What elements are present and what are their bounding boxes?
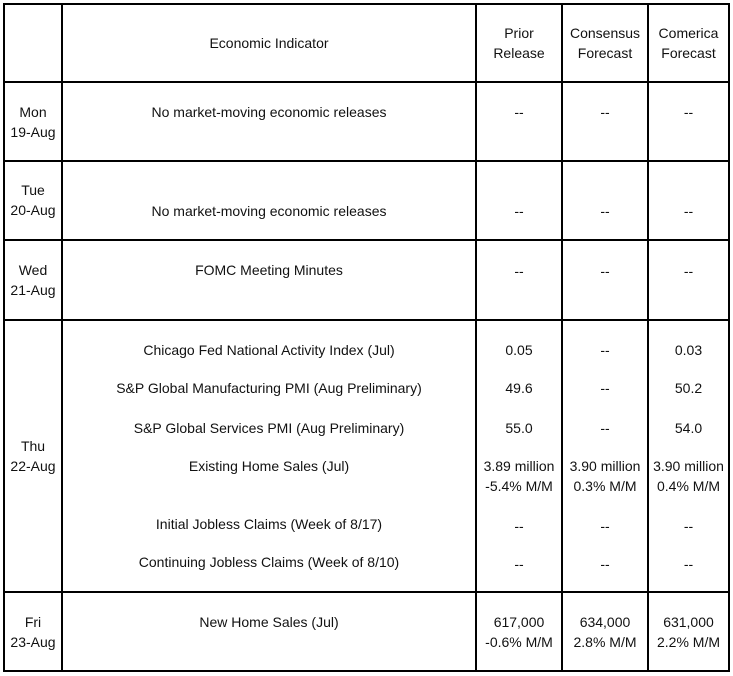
change-text: 0.3% M/M [573, 478, 637, 494]
value-text: -- [600, 203, 610, 219]
indicator-text: No market-moving economic releases [151, 104, 387, 120]
grid-line-horizontal [3, 319, 730, 321]
consensus-forecast-cell [563, 261, 647, 281]
consensus-forecast-cell [563, 554, 647, 574]
value-text: 49.6 [505, 380, 533, 396]
change-text: 2.2% M/M [656, 634, 720, 650]
value-text: -- [600, 104, 610, 120]
prior-release-cell [477, 516, 561, 536]
day-name: Mon [19, 104, 47, 120]
change-text: 2.8% M/M [573, 634, 637, 650]
indicator-cell [63, 378, 475, 398]
value-text: -- [683, 263, 694, 279]
grid-line-vertical [475, 3, 477, 672]
consensus-forecast-cell [563, 201, 647, 221]
change-text: -5.4% M/M [485, 478, 553, 494]
grid-line-vertical [561, 3, 563, 672]
header-comerica-cell [649, 5, 728, 81]
value-text: -- [514, 203, 524, 219]
grid-line-vertical [61, 3, 63, 672]
header-day-cell [5, 5, 61, 81]
indicator-cell [63, 340, 475, 360]
value-text: -- [514, 518, 524, 534]
prior-release-cell [477, 102, 561, 122]
prior-release-cell [477, 612, 561, 652]
grid-line-horizontal [3, 670, 730, 672]
value-text: -- [683, 518, 694, 534]
comerica-forecast-cell [649, 102, 728, 122]
value-text: 54.0 [674, 420, 703, 436]
comerica-forecast-cell [649, 554, 728, 574]
header-prior-cell [477, 5, 561, 81]
day-date: 23-Aug [10, 634, 56, 650]
header-comerica-line2: Forecast [661, 45, 716, 61]
consensus-forecast-cell [563, 456, 647, 496]
value-text: -- [514, 556, 524, 572]
indicator-cell [63, 514, 475, 534]
value-text: 617,000 [493, 614, 545, 630]
header-consensus-cell [563, 5, 647, 81]
indicator-text: S&P Global Services PMI (Aug Preliminary) [133, 420, 405, 436]
indicator-cell [63, 552, 475, 572]
day-name: Tue [21, 182, 45, 198]
value-text: 3.89 million [483, 458, 555, 474]
consensus-forecast-cell [563, 102, 647, 122]
change-text: 0.4% M/M [656, 478, 720, 494]
indicator-text: Initial Jobless Claims (Week of 8/17) [155, 516, 383, 532]
value-text: -- [514, 263, 524, 279]
value-text: 3.90 million [653, 458, 724, 474]
comerica-forecast-cell [649, 201, 728, 221]
comerica-forecast-cell [649, 418, 728, 438]
indicator-cell [63, 102, 475, 122]
header-prior-line1: Prior [504, 25, 534, 41]
comerica-forecast-cell [649, 516, 728, 536]
day-cell-wed [5, 260, 61, 300]
day-date: 21-Aug [10, 282, 56, 298]
value-text: -- [600, 518, 610, 534]
value-text: 50.2 [674, 380, 703, 396]
economic-calendar-table [3, 3, 730, 672]
prior-release-cell [477, 340, 561, 360]
day-cell-mon [5, 102, 61, 142]
header-indicator-label: Economic Indicator [209, 35, 329, 51]
value-text: 3.90 million [569, 458, 641, 474]
value-text: -- [683, 203, 694, 219]
value-text: -- [600, 263, 610, 279]
grid-line-horizontal [3, 81, 730, 83]
day-cell-thu [5, 436, 61, 476]
indicator-text: No market-moving economic releases [151, 203, 387, 219]
value-text: -- [683, 104, 694, 120]
day-name: Wed [18, 262, 48, 278]
indicator-text: Continuing Jobless Claims (Week of 8/10) [138, 554, 400, 570]
header-prior-line2: Release [493, 45, 545, 61]
indicator-cell [63, 456, 475, 476]
day-date: 20-Aug [10, 202, 56, 218]
indicator-cell [63, 418, 475, 438]
grid-line-horizontal [3, 3, 730, 5]
comerica-forecast-cell [649, 456, 728, 496]
day-cell-tue [5, 180, 61, 220]
consensus-forecast-cell [563, 340, 647, 360]
indicator-text: Chicago Fed National Activity Index (Jul) [143, 342, 395, 358]
indicator-cell [63, 260, 475, 280]
grid-line-horizontal [3, 160, 730, 162]
change-text: -0.6% M/M [485, 634, 553, 650]
prior-release-cell [477, 418, 561, 438]
day-name: Thu [20, 438, 46, 454]
comerica-forecast-cell [649, 261, 728, 281]
indicator-text: S&P Global Manufacturing PMI (Aug Preliminary) [116, 380, 422, 396]
prior-release-cell [477, 201, 561, 221]
indicator-cell [63, 201, 475, 221]
consensus-forecast-cell [563, 418, 647, 438]
grid-line-vertical [728, 3, 730, 672]
prior-release-cell [477, 456, 561, 496]
indicator-text: FOMC Meeting Minutes [195, 262, 343, 278]
day-date: 22-Aug [10, 458, 56, 474]
grid-line-horizontal [3, 239, 730, 241]
value-text: -- [600, 380, 610, 396]
indicator-text: New Home Sales (Jul) [199, 614, 339, 630]
value-text: 55.0 [505, 420, 533, 436]
indicator-cell [63, 612, 475, 632]
value-text: -- [514, 104, 524, 120]
value-text: -- [600, 342, 610, 358]
comerica-forecast-cell [649, 340, 728, 360]
indicator-text: Existing Home Sales (Jul) [188, 458, 350, 474]
value-text: -- [600, 420, 610, 436]
value-text: 0.03 [674, 342, 703, 358]
day-date: 19-Aug [10, 124, 56, 140]
day-cell-fri [5, 612, 61, 652]
prior-release-cell [477, 554, 561, 574]
day-name: Fri [24, 614, 42, 630]
grid-line-vertical [3, 3, 5, 672]
consensus-forecast-cell [563, 378, 647, 398]
value-text: 0.05 [505, 342, 533, 358]
comerica-forecast-cell [649, 612, 728, 652]
comerica-forecast-cell [649, 378, 728, 398]
header-consensus-line2: Forecast [577, 45, 633, 61]
value-text: -- [600, 556, 610, 572]
header-indicator-cell [63, 5, 475, 81]
consensus-forecast-cell [563, 516, 647, 536]
grid-line-vertical [647, 3, 649, 672]
value-text: 631,000 [663, 614, 714, 630]
consensus-forecast-cell [563, 612, 647, 652]
value-text: -- [683, 556, 694, 572]
prior-release-cell [477, 378, 561, 398]
value-text: 634,000 [579, 614, 631, 630]
grid-line-horizontal [3, 591, 730, 593]
prior-release-cell [477, 261, 561, 281]
header-consensus-line1: Consensus [569, 25, 641, 41]
header-comerica-line1: Comerica [658, 25, 719, 41]
